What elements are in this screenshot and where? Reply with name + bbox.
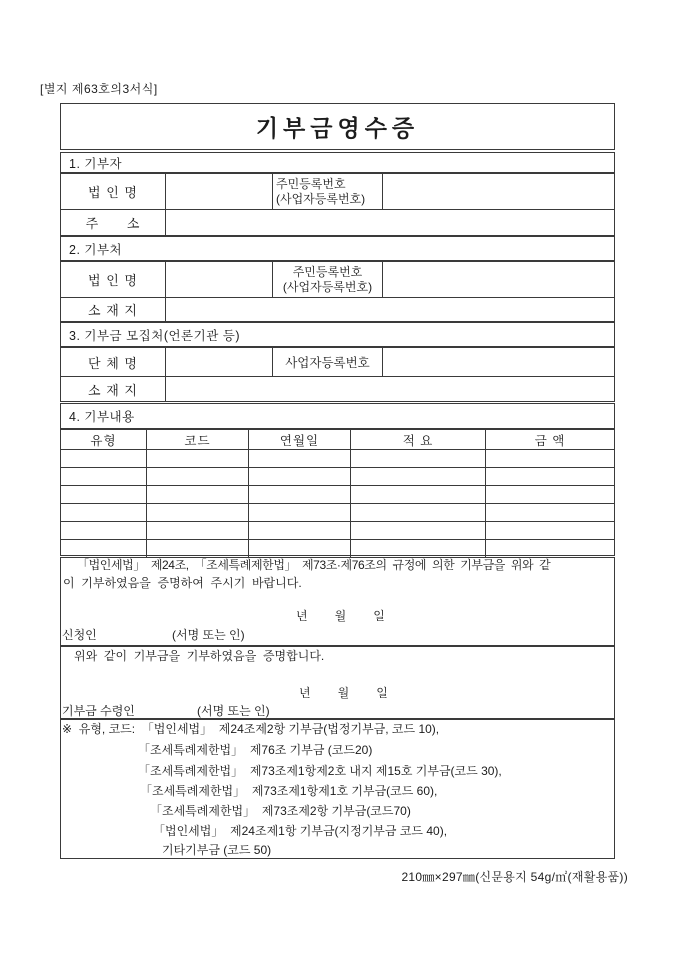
donation-empty-cell	[249, 449, 351, 467]
donation-empty-cell	[351, 449, 486, 467]
applicant-sign-note: (서명 또는 인)	[172, 628, 245, 642]
donation-empty-cell	[486, 539, 614, 557]
donor-name-label: 법 인 명	[61, 174, 166, 209]
donee-name-label: 법 인 명	[61, 262, 166, 297]
note-line-3: 「조세특례제한법」 제73조제1항제2호 내지 제15호 기부금(코드 30),	[138, 764, 502, 778]
note-line-4: 「조세특례제한법」 제73조제1항제1호 기부금(코드 60),	[140, 784, 438, 798]
donee-table	[60, 261, 615, 322]
donation-empty-cell	[249, 503, 351, 521]
donation-empty-cell	[351, 539, 486, 557]
donation-empty-cell	[249, 539, 351, 557]
section-heading-details: 4. 기부내용	[60, 403, 615, 429]
column-header-date: 연월일	[249, 430, 351, 449]
donation-empty-cell	[147, 449, 249, 467]
title-box	[60, 103, 615, 150]
collector-name-value	[166, 348, 273, 376]
donation-empty-cell	[486, 449, 614, 467]
donation-empty-cell	[351, 521, 486, 539]
note-line-6: 「법인세법」 제24조제1항 기부금(지정기부금 코드 40),	[153, 824, 448, 838]
donation-empty-cell	[61, 485, 147, 503]
donation-empty-cell	[351, 467, 486, 485]
applicant-label: 신청인	[62, 628, 97, 642]
section-heading-donee: 2. 기부처	[60, 236, 615, 261]
donation-empty-cell	[249, 485, 351, 503]
donation-empty-cell	[351, 485, 486, 503]
collector-name-label: 단 체 명	[61, 348, 166, 376]
recipient-sign-note: (서명 또는 인)	[197, 704, 270, 718]
donation-empty-cell	[147, 503, 249, 521]
request-body-line2: 이 기부하였음을 증명하여 주시기 바랍니다.	[63, 576, 302, 590]
donor-reg-label-line1: 주민등록번호	[276, 176, 346, 191]
donation-table	[60, 429, 615, 556]
note-line-7: 기타기부금 (코드 50)	[162, 843, 272, 857]
certify-date-line: 년 월 일	[299, 686, 389, 700]
note-line-2: 「조세특례제한법」 제76조 기부금 (코드20)	[138, 743, 373, 757]
paper-spec-note: 210㎜×297㎜(신문용지 54g/㎡(재활용품))	[401, 870, 628, 884]
recipient-label: 기부금 수령인	[62, 704, 135, 718]
column-header-summary: 적 요	[351, 430, 486, 449]
donation-empty-cell	[147, 539, 249, 557]
column-header-amount: 금 액	[534, 433, 566, 448]
note-line-1: ※ 유형, 코드: 「법인세법」 제24조제2항 기부금(법정기부금, 코드 10),	[62, 722, 440, 736]
collector-address-value	[166, 376, 614, 401]
donee-reg-label-line1: 주민등록번호	[292, 264, 363, 279]
donation-empty-cell	[486, 485, 614, 503]
donor-reg-label	[273, 174, 383, 209]
donee-name-value	[166, 262, 273, 297]
request-body-line1: 「법인세법」 제24조, 「조세특례제한법」 제73조·제76조의 규정에 의한 기부금을 위와 같	[77, 558, 551, 572]
donation-empty-cell	[61, 521, 147, 539]
donor-address-label: 주 소	[61, 209, 166, 235]
donation-empty-cell	[147, 485, 249, 503]
donee-address-label: 소 재 지	[61, 297, 166, 321]
donation-empty-cell	[486, 503, 614, 521]
donor-table	[60, 173, 615, 236]
donee-address-value	[166, 297, 614, 321]
donation-empty-cell	[351, 503, 486, 521]
donation-empty-cell	[486, 521, 614, 539]
donation-empty-cell	[249, 521, 351, 539]
donation-empty-cell	[249, 467, 351, 485]
donation-empty-cell	[486, 467, 614, 485]
doc-reference: [별지 제63호의3서식]	[40, 82, 158, 96]
column-header-code: 코드	[147, 430, 249, 449]
donation-empty-cell	[61, 539, 147, 557]
donation-empty-cell	[147, 521, 249, 539]
section-heading-collector: 3. 기부금 모집처(언론기관 등)	[60, 322, 615, 347]
donation-empty-cell	[61, 467, 147, 485]
donor-address-value	[166, 209, 614, 235]
donee-reg-label	[273, 262, 383, 297]
page-title: 기부금영수증	[255, 115, 420, 141]
collector-reg-value	[383, 348, 614, 376]
donation-empty-cell	[61, 503, 147, 521]
certify-body: 위와 같이 기부금을 기부하였음을 증명합니다.	[74, 649, 325, 663]
request-date-line: 년 월 일	[296, 609, 386, 623]
donor-reg-label-line2: (사업자등록번호)	[276, 191, 366, 206]
donation-empty-cell	[147, 467, 249, 485]
collector-reg-label: 사업자등록번호	[273, 348, 383, 376]
collector-address-label: 소 재 지	[61, 376, 166, 401]
donee-reg-value	[383, 262, 614, 297]
donor-reg-value	[383, 174, 614, 209]
collector-table	[60, 347, 615, 402]
section-heading-donor: 1. 기부자	[60, 152, 615, 173]
column-header-type: 유형	[61, 430, 147, 449]
donee-reg-label-line2: (사업자등록번호)	[282, 279, 373, 294]
donor-name-value	[166, 174, 273, 209]
note-line-5: 「조세특례제한법」 제73조제2항 기부금(코드70)	[150, 804, 411, 818]
donation-empty-cell	[61, 449, 147, 467]
